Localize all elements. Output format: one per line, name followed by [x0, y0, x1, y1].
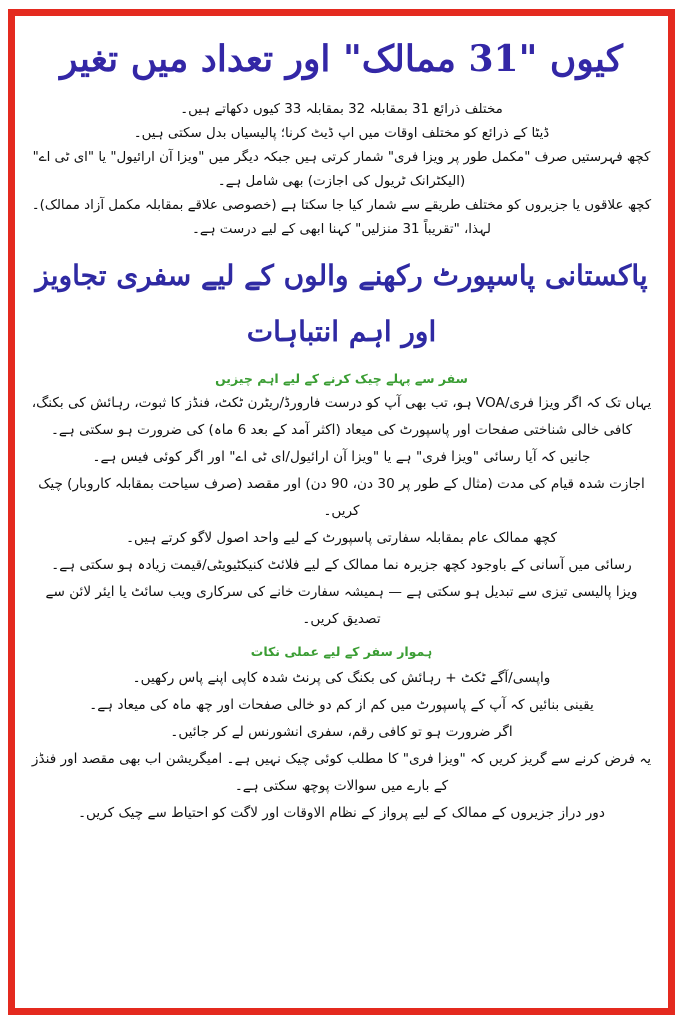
tip-item: دور دراز جزیروں کے ممالک کے لیے پرواز کے نظام الاوقات اور لاگت کو احتیاط سے چیک کریں۔ [78, 805, 605, 821]
check-list [15, 390, 668, 633]
page-title: کیوں "31 ممالک" اور تعداد میں تغیر [60, 38, 623, 80]
check-item: کچھ ممالک عام بمقابلہ سفارتی پاسپورٹ کے لیے واحد اصول لاگو کرتے ہیں۔ [126, 530, 557, 546]
tip-item: یقینی بنائیں کہ آپ کے پاسپورٹ میں کم از کم دو خالی صفحات اور چھ ماہ کی میعاد ہے۔ [89, 697, 594, 713]
poster-frame [8, 9, 675, 1015]
check-item: ویزا پالیسی تیزی سے تبدیل ہو سکتی ہے — ہمیشہ سفارت خانے کی سرکاری ویب سائٹ یا ایئر لائن سے تصدیق کریں۔ [45, 584, 638, 627]
tip-item: واپسی/آگے ٹکٹ + رہائش کی بکنگ کی پرنٹ شدہ کاپی اپنے پاس رکھیں۔ [132, 670, 551, 686]
intro-line: مختلف ذرائع 31 بمقابلہ 32 بمقابلہ 33 کیوں دکھاتے ہیں۔ [180, 102, 503, 117]
intro-line: لہذا، "تقریباً 31 منزلیں" کہنا ابھی کے لیے درست ہے۔ [192, 222, 491, 237]
check-item: اجازت شدہ قیام کی مدت (مثال کے طور پر 30 دن، 90 دن) اور مقصد (صرف سیاحت بمقابلہ کاروبار) چیک کریں۔ [38, 476, 645, 519]
tip-item: اگر ضرورت ہو تو کافی رقم، سفری انشورنس لے کر جائیں۔ [170, 724, 513, 740]
intro-line: ڈیٹا کے ذرائع کو مختلف اوقات میں اپ ڈیٹ کرنا؛ پالیسیاں بدل سکتی ہیں۔ [133, 126, 550, 141]
subhead-check: سفر سے پہلے چیک کرنے کے لیے اہم چیزیں [215, 371, 468, 386]
intro-section [15, 98, 668, 242]
section-title: پاکستانی پاسپورٹ رکھنے والوں کے لیے سفری تجاویز اور اہم انتباہات [35, 259, 648, 348]
check-item: جانیں کہ آیا رسائی "ویزا فری" ہے یا "ویزا آن ارائیول/ای ٹی اے" اور اگر کوئی فیس ہے۔ [92, 449, 591, 465]
tips-list [15, 665, 668, 827]
check-item: یہاں تک کہ اگر ویزا فری/VOA ہو، تب بھی آپ کو درست فارورڈ/ریٹرن ٹکٹ، فنڈز کا ثبوت، رہائش کی بکنگ، کافی خالی شناختی صفحات اور پاسپورٹ کی میعاد (اکثر آمد کے بعد 6 ماہ) کی ضرورت ہو سکتی ہے۔ [31, 395, 652, 438]
check-item: رسائی میں آسانی کے باوجود کچھ جزیرہ نما ممالک کے لیے فلائٹ کنیکٹیویٹی/قیمت زیادہ ہو سکتی ہے۔ [51, 557, 632, 573]
intro-line: کچھ علاقوں یا جزیروں کو مختلف طریقے سے شمار کیا جا سکتا ہے (خصوصی علاقے بمقابلہ مکمل آزاد ممالک)۔ [31, 198, 652, 213]
tip-item: یہ فرض کرنے سے گریز کریں کہ "ویزا فری" کا مطلب کوئی چیک نہیں ہے۔ امیگریشن اب بھی مقصد اور فنڈز کے بارے میں سوالات پوچھ سکتی ہے۔ [31, 751, 652, 794]
intro-line: کچھ فہرستیں صرف "مکمل طور پر ویزا فری" شمار کرتی ہیں جبکہ دیگر میں "ویزا آن ارائیول" یا "ای ٹی اے" (الیکٹرانک ٹریول کی اجازت) بھی شامل ہے۔ [32, 150, 651, 189]
subhead-tips: ہموار سفر کے لیے عملی نکات [250, 644, 433, 659]
